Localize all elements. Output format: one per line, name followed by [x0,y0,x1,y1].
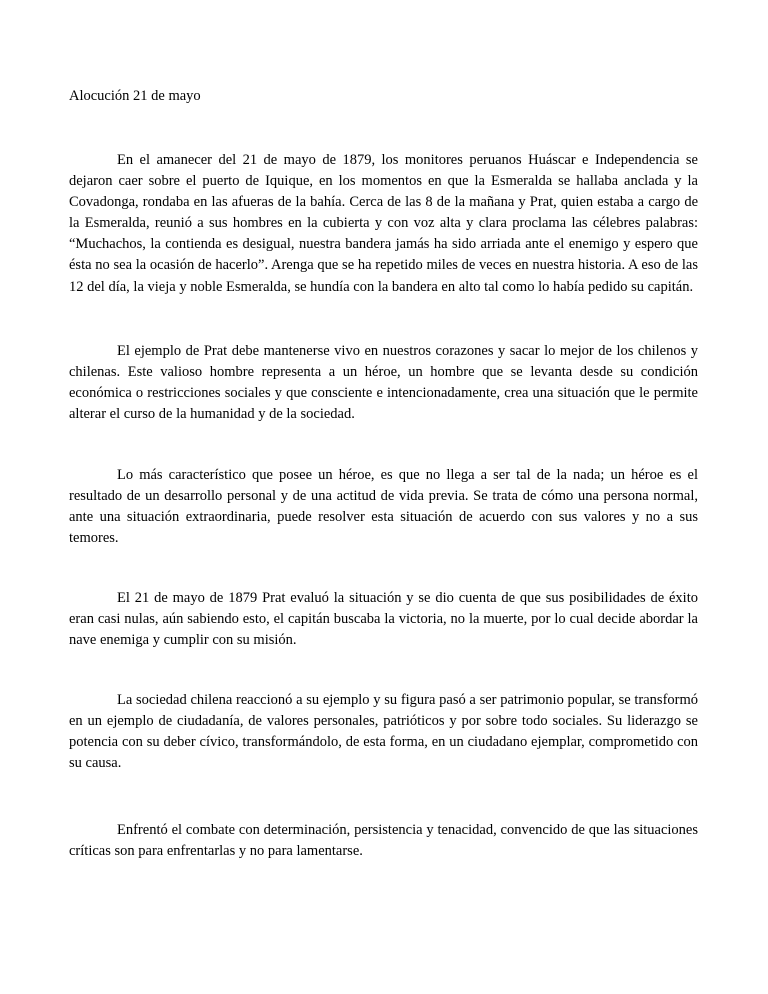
paragraph-1: En el amanecer del 21 de mayo de 1879, los monitores peruanos Huáscar e Independencia se dejaron caer sobre el puerto de Iquique, en los momentos en que la Esmeralda se hallaba anclada y la Covadonga, rondaba en las afueras de la bahía. Cerca de las 8 de la mañana y Prat, quien estaba a cargo de la Esmeralda, reunió a sus hombres en la cubierta y con voz alta y clara proclama las célebres palabras: “Muchachos, la contienda es desigual, nuestra bandera jamás ha sido arriada ante el enemigo y espero que ésta no sea la ocasión de hacerlo”. Arenga que se ha repetido miles de veces en nuestra historia. A eso de las 12 del día, la vieja y noble Esmeralda, se hundía con la bandera en alto tal como lo había pedido su capitán. [69,152,698,295]
document-title: Alocución 21 de mayo [69,88,201,104]
paragraph-4: El 21 de mayo de 1879 Prat evaluó la situación y se dio cuenta de que sus posibilidades de éxito eran casi nulas, aún sabiendo esto, el capitán buscaba la victoria, no la muerte, por lo cual decide abordar la nave enemiga y cumplir con su misión. [69,590,698,649]
paragraph-5: La sociedad chilena reaccionó a su ejemplo y su figura pasó a ser patrimonio popular, se transformó en un ejemplo de ciudadanía, de valores personales, patrióticos y por sobre todo sociales. Su liderazgo se potencia con su deber cívico, transformándolo, de esta forma, en un ciudadano ejemplar, comprometido con su causa. [69,692,698,772]
paragraph-3: Lo más característico que posee un héroe, es que no llega a ser tal de la nada; un héroe es el resultado de un desarrollo personal y de una actitud de vida previa. Se trata de cómo una persona normal, ante una situación extraordinaria, puede resolver esta situación de acuerdo con sus valores y no a sus temores. [69,467,698,547]
paragraph-2: El ejemplo de Prat debe mantenerse vivo en nuestros corazones y sacar lo mejor de los chilenos y chilenas. Este valioso hombre representa a un héroe, un hombre que se levanta desde su condición económica o restricciones sociales y que consciente e intencionadamente, crea una situación que le permite alterar el curso de la humanidad y de la sociedad. [69,343,698,423]
paragraph-6: Enfrentó el combate con determinación, persistencia y tenacidad, convencido de que las situaciones críticas son para enfrentarlas y no para lamentarse. [69,822,698,860]
